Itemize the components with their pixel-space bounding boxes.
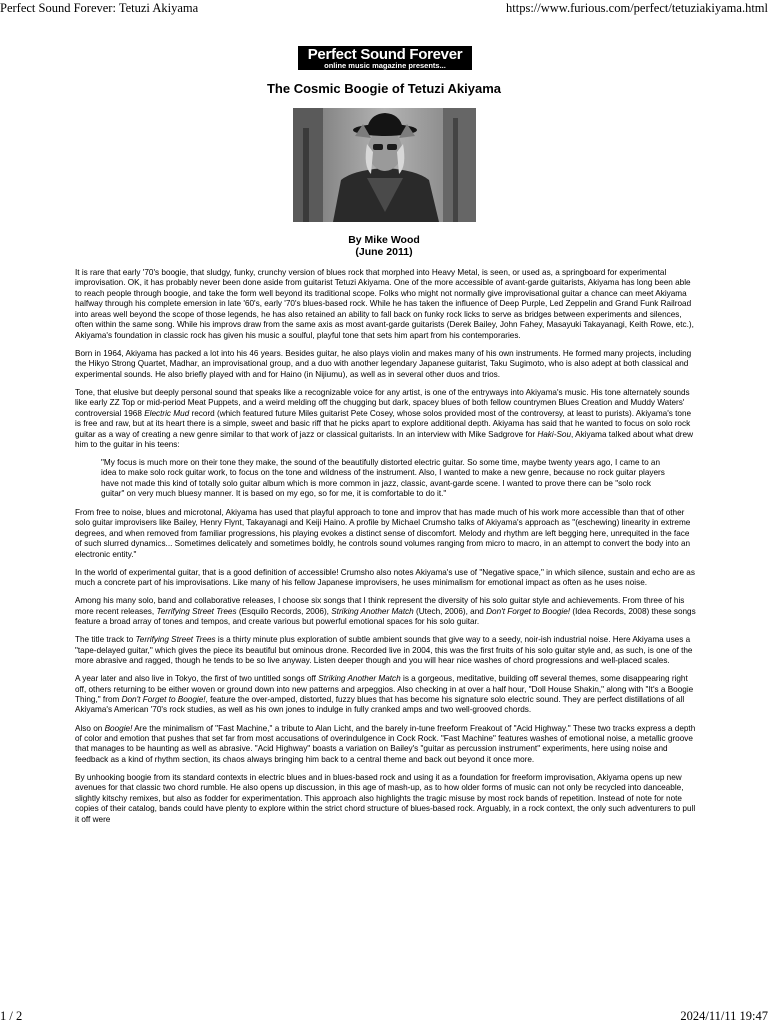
paragraph-4: From free to noise, blues and microtonal, Akiyama has used that playful approach to tone and improv that has made much of his work more accessible than that of other solo guitar improvisers like Bailey, Henry Flynt, Takayanagi and Keiji Haino. A profile by Michael Crumsho talks of Akiyama's approach as "(eschewing) linearity in extreme degrees, and when removed from familiar progressions, his playing evokes a distinct sense of discomfort. Melody and rhythm are left begging here, unrequited in the face of such slurred dynamics... Sometimes delicately and sometimes boldly, he controls sound volumes ranging from micro to macro, in an attempt to convert the body into an electronic entity."	[75, 507, 691, 559]
artist-photo	[293, 108, 476, 222]
site-logo-tagline: online music magazine presents...	[324, 61, 446, 70]
page-number: 1 / 2	[0, 1009, 23, 1023]
paragraph-5: In the world of experimental guitar, that is a good definition of accessible! Crumsho also notes Akiyama's use of "Negative space," in which silence, sustain and echo are as much a concrete part of his improvisations. Like many of his fellow Japanese improvisers, he uses minimalism for emotional impact as often as he uses noise.	[75, 567, 695, 588]
interview-quote: "My focus is much more on their tone they make, the sound of the beautifully distorted electric guitar. So some time, maybe twenty years ago, I came to an idea to make solo rock guitar work, to focus on the tone and wildness of the instrument. Also, I wanted to make a new genre, because no rock guitar players have not made this kind of totally solo guitar album which is more common in jazz, classic, avant-garde scene. I wanted to prove there can be "solo rock guitar" on very much bluesy manner. It is based on my ego, so for me, it is comfortable to do it."	[101, 458, 665, 499]
paragraph-9: Also on Boogie! Are the minimalism of "Fast Machine," a tribute to Alan Licht, and the barely in-tune freeform Freakout of "Acid Highway." These two tracks express a depth of color and emotion that pushes that set far from most accusations of overindulgence in Cock Rock. "Fast Machine" features washes of emotional noise, a metallic groove that manages to be haunting as well as abrasive. "Acid Highway" boasts a variation on Bailey's "guitar as percussion instrument" experiments, here using noise and feedback as a kind of rhythm section, its chaos always bringing him back to a central theme and back out beyond it once more.	[75, 723, 696, 764]
site-logo[interactable]	[298, 46, 472, 70]
paragraph-2: Born in 1964, Akiyama has packed a lot into his 46 years. Besides guitar, he also plays violin and makes many of his own instruments. He formed many projects, including the Hikyo Strong Quartet, Madhar, an improvisational group, and a duo with another legendary Japanese guitarist, Taku Sugimoto, who is also adept at both classical and experimental sounds. He also briefly played with and for Haino (in Nijiumu), as well as in several other duos and trios.	[75, 348, 692, 379]
print-header-url[interactable]: https://www.furious.com/perfect/tetuziakiyama.html	[506, 1, 768, 15]
paragraph-6: Among his many solo, band and collaborative releases, I choose six songs that I think represent the diversity of his solo guitar style and achievements. From three of his more recent releases, Terrifying Street Trees (Esquilo Records, 2006), Striking Another Match (Utech, 2006), and Don't Forget to Boogie! (Idea Records, 2008) these songs feature a broad array of tones and tempos, and create various but powerful emotional spaces for his solo guitar.	[75, 596, 696, 627]
paragraph-3: Tone, that elusive but deeply personal sound that speaks like a recognizable voice for any artist, is one of the entryways into Akiyama's music. His tone alternately sounds like early ZZ Top or mid-period Meat Puppets, and a weird melding off the chugging but dark, spacey blues of both fellow countrymen Blues Creation and Muddy Waters' controversial 1968 Electric Mud record (which featured future Miles guitarist Pete Cosey, whose solos provided most of the controversy, at least to purists). Akiyama's tone is free and raw, but at its heart there is a simple, sweet and basic riff that he picks apart to explore additional depth. Akiyama has said that he wanted to focus on solo rock guitar as a way of creating a new genre similar to that work of jazz or classical guitarists. In an interview with Mike Sadgrove for Haki-Sou, Akiyama talked about what drew him to the guitar in his teens:	[75, 387, 693, 449]
article-body	[75, 268, 697, 833]
print-datetime: 2024/11/11 19:47	[680, 1009, 768, 1023]
paragraph-8: A year later and also live in Tokyo, the first of two untitled songs off Striking Another Match is a gorgeous, meditative, building off several themes, some disappearing right off, others returning to be either woven or ground down into new patterns and arpeggios. Also checking in at over a half hour, "Doll House Shakin," along with "It's a Boogie Thing," from Don't Forget to Boogie!, feature the over-amped, distorted, fuzzy blues that has become his signature solo electric sound. They are perfect distillations of all Akiyama's American '70's rock studies, as well as his own jones to indulge in fully cranked amps and two well-grooved chords.	[75, 674, 694, 715]
paragraph-7: The title track to Terrifying Street Trees is a thirty minute plus exploration of subtle ambient sounds that give way to a seedy, noir-ish industrial noise. Here Akiyama uses a "tape-delayed guitar," which gives the piece its beautiful but ominous drone. Recorded live in 2004, this was the first fruits of his solo guitar style and, as such, is one of the more abrasive and ragged, though he tends to be so live anyway. Listen deeper though and you will hear nice washes of chord progressions and well-placed scales.	[75, 635, 693, 666]
article-byline	[0, 234, 768, 258]
print-header-title: Perfect Sound Forever: Tetuzi Akiyama	[0, 1, 199, 15]
publish-date: (June 2011)	[355, 246, 413, 258]
paragraph-1: It is rare that early '70's boogie, that sludgy, funky, crunchy version of blues rock that morphed into Heavy Metal, is seen, or used as, a springboard for experimental improvisation. OK, it has probably never been done aside from guitarist Tetuzi Akiyama. One of the more accessible of avant-garde guitarists, Akiyama has long been able to reach people through boogie, and take the form well beyond its traditional scope. Folks who might not normally give improvisational guitar a chance can meet Akiyama halfway through his complete emersion in late '60's, early '70's blues-based rock. While he has taken the influence of Deep Purple, Led Zeppelin and Grand Funk Railroad into areas well beyond the scope of those legends, he has also retained an ability to fall back on funky rock licks to serve as bridges between experiments and silences, often within the same song. While his improvs draw from the same axis as most avant-garde guitarists (Derek Bailey, John Fahey, Masayuki Takayanagi, Keith Rowe, etc.), Akiyama's foundation in classic rock has given his music a soulful, playful tone that sets him apart from his contemporaries.	[75, 268, 694, 340]
author-name: By Mike Wood	[348, 234, 420, 246]
print-footer	[0, 1008, 768, 1024]
site-logo-title: Perfect Sound Forever	[307, 46, 463, 63]
paragraph-10: By unhooking boogie from its standard contexts in electric blues and in blues-based rock and using it as a foundation for freeform improvisation, Akiyama opens up new avenues for that classic two chord rumble. He also opens up discussion, in this age of mash-up, as to how older forms of music can not only be recycled into danceable, slightly kitschy remixes, but also as fodder for experimentation. This approach also highlights the tragic misuse by most rock bands of repetition. Instead of note for note copies of their catalog, bands could have plenty to explore within the strict chord structure of blues-based rock. Arguably, in a rock context, the only such adventurers to pull it off were	[75, 772, 696, 824]
print-header	[0, 0, 768, 18]
page-title: The Cosmic Boogie of Tetuzi Akiyama	[266, 81, 502, 96]
